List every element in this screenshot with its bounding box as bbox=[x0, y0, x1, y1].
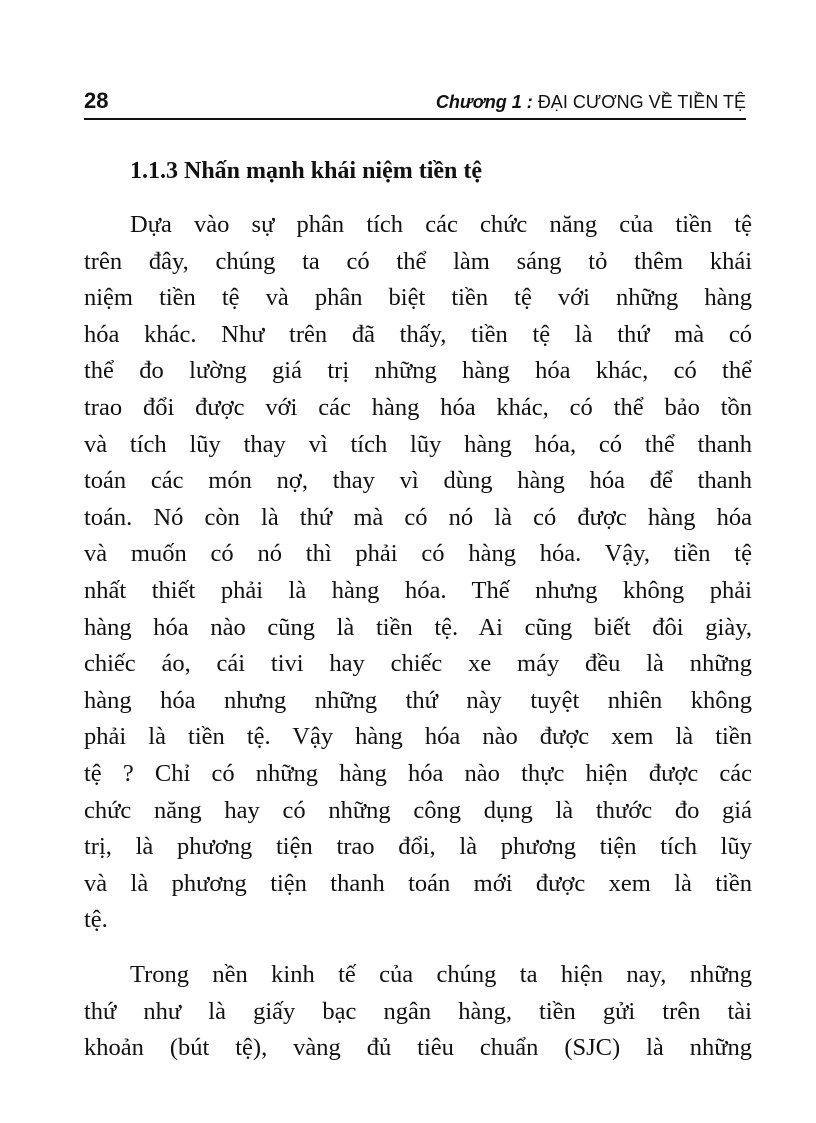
text-line: trên đây, chúng ta có thể làm sáng tỏ thêm khái bbox=[84, 247, 752, 275]
text-line: niệm tiền tệ và phân biệt tiền tệ với những hàng bbox=[84, 284, 752, 312]
page-header bbox=[84, 88, 746, 120]
text-line: tệ. bbox=[84, 906, 108, 934]
chapter-title: ĐẠI CƯƠNG VỀ TIỀN TỆ bbox=[537, 92, 746, 112]
text-line: hàng hóa nhưng những thứ này tuyệt nhiên không bbox=[84, 686, 752, 714]
text-line: thứ như là giấy bạc ngân hàng, tiền gửi trên tài bbox=[84, 997, 752, 1025]
text-line: nhất thiết phải là hàng hóa. Thế nhưng không phải bbox=[84, 576, 752, 604]
text-line: chức năng hay có những công dụng là thước đo giá bbox=[84, 796, 752, 824]
text-line: hàng hóa nào cũng là tiền tệ. Ai cũng biết đôi giày, bbox=[84, 613, 752, 641]
chapter-label: Chương 1 : bbox=[435, 92, 533, 112]
text-line: phải là tiền tệ. Vậy hàng hóa nào được xem là tiền bbox=[84, 723, 752, 751]
text-line: Dựa vào sự phân tích các chức năng của tiền tệ bbox=[130, 211, 752, 238]
text-line: và muốn có nó thì phải có hàng hóa. Vậy, tiền tệ bbox=[84, 540, 752, 568]
text-line: và là phương tiện thanh toán mới được xem là tiền bbox=[84, 869, 752, 897]
text-line: thể đo lường giá trị những hàng hóa khác, có thể bbox=[84, 357, 752, 385]
text-line: Trong nền kinh tế của chúng ta hiện nay, những bbox=[130, 961, 752, 988]
text-line: tệ ? Chỉ có những hàng hóa nào thực hiện được các bbox=[84, 759, 752, 787]
text-line: toán. Nó còn là thứ mà có nó là có được hàng hóa bbox=[84, 503, 752, 531]
text-line: trị, là phương tiện trao đổi, là phương tiện tích lũy bbox=[84, 833, 752, 861]
text-line: khoản (bút tệ), vàng đủ tiêu chuẩn (SJC) là những bbox=[84, 1034, 752, 1062]
text-line: hóa khác. Như trên đã thấy, tiền tệ là thứ mà có bbox=[84, 320, 752, 348]
running-head bbox=[436, 90, 746, 114]
text-line: toán các món nợ, thay vì dùng hàng hóa để thanh bbox=[84, 467, 752, 495]
paragraph-2 bbox=[84, 957, 752, 1067]
paragraph-1 bbox=[84, 207, 752, 939]
text-line: chiếc áo, cái tivi hay chiếc xe máy đều là những bbox=[84, 650, 752, 678]
text-line: trao đổi được với các hàng hóa khác, có thể bảo tồn bbox=[84, 393, 752, 421]
section-title: 1.1.3 Nhấn mạnh khái niệm tiền tệ bbox=[130, 158, 483, 184]
text-line: và tích lũy thay vì tích lũy hàng hóa, có thể thanh bbox=[84, 430, 752, 458]
page-number: 28 bbox=[84, 88, 109, 113]
